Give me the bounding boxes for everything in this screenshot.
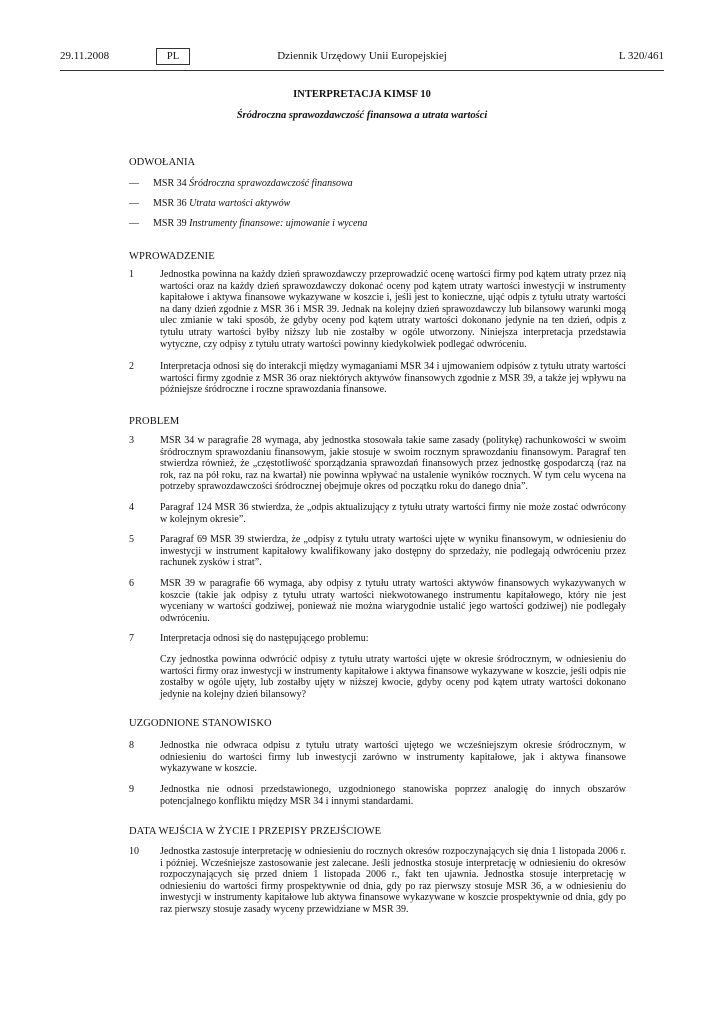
paragraph bbox=[129, 784, 626, 807]
paragraph-number: 4 bbox=[129, 502, 134, 513]
paragraph-number: 3 bbox=[129, 435, 134, 446]
paragraph-text: Jednostka powinna na każdy dzień sprawozdawczy przeprowadzić ocenę wartości firmy pod kątem utraty przez nią wartości oraz na każdy dzień sprawozdawczy dokonać oceny pod kątem utraty wartości inwestycji w instrumenty kapitałowe i aktywa finansowe wykazywane w koszcie i, jeśli jest to konieczne, ująć odpis z tytułu utraty wartości na dany dzień zgodnie z MSR 36 i MSR 39. Jednak na kolejny dzień sprawozdawczy lub bilansowy warunki mogą ulec zmianie w taki sposób, że gdyby oceny pod kątem utraty wartości dokonano jedynie na ten dzień, odpis z tytułu utraty wartości byłby niższy lub nie zostałby w ogóle utworzony. Niniejsza interpretacja przedstawia wytyczne, czy odpisy z tytułu utraty wartości powinny kiedykolwiek podlegać odwróceniu. bbox=[160, 269, 626, 350]
reference-item bbox=[129, 198, 290, 209]
paragraph-text: Interpretacja odnosi się do następującego problemu: bbox=[160, 633, 369, 644]
reference-title: Utrata wartości aktywów bbox=[189, 198, 291, 209]
reference-standard: MSR 34 bbox=[153, 178, 190, 189]
dash-marker: — bbox=[129, 198, 139, 209]
reference-title: Instrumenty finansowe: ujmowanie i wycena bbox=[189, 218, 368, 229]
paragraph bbox=[129, 269, 626, 350]
paragraph bbox=[129, 578, 626, 624]
reference-item bbox=[129, 218, 367, 229]
section-heading-consensus: UZGODNIONE STANOWISKO bbox=[129, 718, 272, 729]
paragraph-text: Jednostka nie odwraca odpisu z tytułu utraty wartości ujętego we wcześniejszym okresie śródrocznym, w odniesieniu do wartości firmy lub inwestycji zarówno w instrumenty kapitałowe, jak i aktywa finansowe wykazywane w koszcie. bbox=[160, 740, 626, 775]
reference-standard: MSR 36 bbox=[153, 198, 190, 209]
dash-marker: — bbox=[129, 178, 139, 189]
paragraph-text: Jednostka nie odnosi przedstawionego, uzgodnionego stanowiska poprzez analogię do innych obszarów potencjalnego konfliktu między MSR 34 i innymi standardami. bbox=[160, 784, 626, 807]
section-heading-problem: PROBLEM bbox=[129, 416, 180, 427]
paragraph bbox=[129, 846, 626, 916]
problem-question: Czy jednostka powinna odwrócić odpisy z tytułu utraty wartości ujęte w okresie śródrocznym, w odniesieniu do wartości firmy oraz inwestycji w instrumenty kapitałowe i aktywa finansowe wykazywane w koszcie, jeśli odpis nie zostałby w ogóle ujęty, lub zostałby ujęty w niższej kwocie, gdyby oceny pod kątem utraty wartości dokonano jedynie na kolejny dzień bilansowy? bbox=[160, 654, 626, 700]
paragraph-number: 10 bbox=[129, 846, 139, 857]
page-reference: L 320/461 bbox=[618, 50, 664, 62]
paragraph bbox=[129, 435, 626, 493]
paragraph-text: MSR 39 w paragrafie 66 wymaga, aby odpisy z tytułu utraty wartości aktywów finansowych wykazywanych w koszcie (takie jak odpisy z tytułu utraty wartości niekwotowanego instrumentu kapitałowego, który nie jest wyceniany w wartości godziwej, ponieważ nie można wiarygodnie ustalić jego wartości godziwej) nie podlegały odwróceniu. bbox=[160, 578, 626, 624]
reference-title: Śródroczna sprawozdawczość finansowa bbox=[189, 178, 353, 189]
section-heading-effective-date: DATA WEJŚCIA W ŻYCIE I PRZEPISY PRZEJŚCIOWE bbox=[129, 826, 382, 837]
paragraph bbox=[129, 502, 626, 525]
paragraph bbox=[129, 740, 626, 775]
document-title: INTERPRETACJA KIMSF 10 bbox=[293, 89, 431, 100]
paragraph-number: 9 bbox=[129, 784, 134, 795]
section-heading-references: ODWOŁANIA bbox=[129, 157, 196, 168]
paragraph bbox=[129, 361, 626, 396]
paragraph-text: Jednostka zastosuje interpretację w odniesieniu do rocznych okresów rozpoczynających się dnia 1 listopada 2006 r. i później. Wcześniejsze zastosowanie jest zalecane. Jeśli jednostka stosuje interpretację w odniesieniu do okresów rozpoczynających się przed dniem 1 listopada 2006 r., fakt ten ujawnia. Jednostka stosuje interpretację w odniesieniu do wartości firmy prospektywnie od dnia, gdy po raz pierwszy stosuje MSR 36, a w odniesieniu do inwestycji w instrumenty kapitałowe lub aktywa finansowe wykazywane w koszcie prospektywnie od dnia, gdy po raz pierwszy stosuje zasady wyceny przewidziane w MSR 39. bbox=[160, 846, 626, 915]
page-header bbox=[60, 48, 664, 72]
paragraph bbox=[129, 633, 626, 645]
language-badge: PL bbox=[156, 48, 190, 65]
reference-item bbox=[129, 178, 353, 189]
paragraph-number: 1 bbox=[129, 269, 134, 280]
journal-title: Dziennik Urzędowy Unii Europejskiej bbox=[277, 50, 447, 62]
document-subtitle: Śródroczna sprawozdawczość finansowa a utrata wartości bbox=[236, 110, 488, 121]
paragraph bbox=[129, 534, 626, 569]
section-heading-introduction: WPROWADZENIE bbox=[129, 251, 215, 262]
paragraph-text: MSR 34 w paragrafie 28 wymaga, aby jednostka stosowała takie same zasady (politykę) rachunkowości w swoim śródrocznym sprawozdaniu finansowym, jakie stosuje w swoim rocznym sprawozdaniu finansowym. Paragraf ten stwierdza również, że „częstotliwość sporządzania sprawozdań finansowych przez jednostkę gospodarczą (raz na rok, raz na pół roku, raz na kwartał) nie powinna wpływać na ustalenie wyników rocznych. W tym celu wycena na potrzeby sprawozdawczości śródrocznej obejmuje okres od początku roku do danego dnia”. bbox=[160, 435, 626, 493]
reference-standard: MSR 39 bbox=[153, 218, 190, 229]
paragraph-number: 8 bbox=[129, 740, 134, 751]
paragraph-text: Interpretacja odnosi się do interakcji między wymaganiami MSR 34 i ujmowaniem odpisów z tytułu utraty wartości wartości firmy zgodnie z MSR 36 oraz niektórych aktywów finansowych zgodnie z MSR 39, a także jej wpływu na późniejsze śródroczne i roczne sprawozdania finansowe. bbox=[160, 361, 626, 396]
publication-date: 29.11.2008 bbox=[60, 50, 110, 62]
header-rule bbox=[60, 70, 664, 71]
paragraph-number: 7 bbox=[129, 633, 134, 644]
paragraph-text: Paragraf 69 MSR 39 stwierdza, że „odpisy z tytułu utraty wartości ujęte w wyniku finansowym, w odniesieniu do inwestycji w instrument kapitałowy kwalifikowany jako dostępny do sprzedaży, nie podlegają odwróceniu przez rachunek zysków i strat”. bbox=[160, 534, 626, 569]
dash-marker: — bbox=[129, 218, 139, 229]
paragraph-number: 2 bbox=[129, 361, 134, 372]
paragraph-number: 5 bbox=[129, 534, 134, 545]
paragraph-number: 6 bbox=[129, 578, 134, 589]
paragraph-text: Paragraf 124 MSR 36 stwierdza, że „odpis aktualizujący z tytułu utraty wartości firmy nie może zostać odwrócony w kolejnym okresie”. bbox=[160, 502, 626, 525]
